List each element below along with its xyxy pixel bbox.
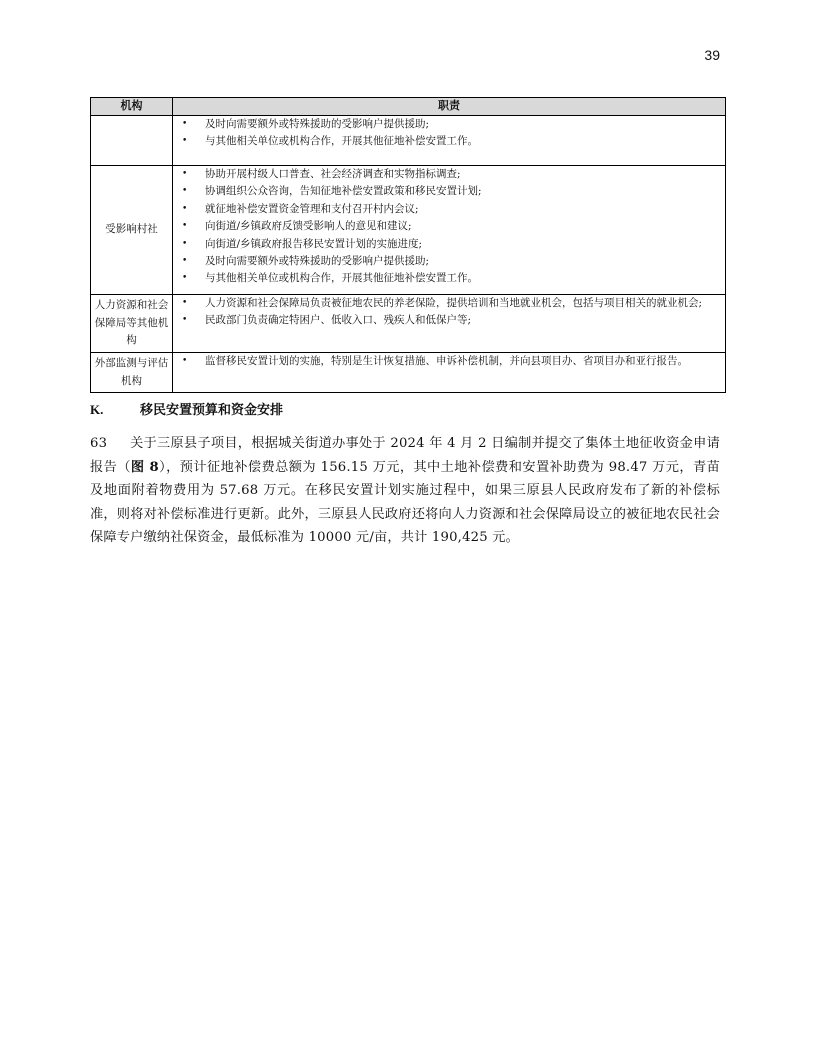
bullet-icon: • (182, 169, 188, 179)
bullet-icon: • (182, 256, 188, 267)
paragraph (90, 432, 720, 550)
table-row (91, 295, 726, 353)
duties-cell (173, 166, 726, 295)
section-heading (90, 399, 283, 418)
header-duties: 职责 (173, 98, 726, 116)
bullet-icon: • (182, 273, 188, 284)
list-item: • 人力资源和社会保障局负责被征地农民的养老保险，提供培训和当地就业机会，包括与项目相关的就业机会; (177, 295, 721, 312)
org-cell: 受影响村社 (91, 166, 173, 295)
paragraph-text-after: ），预计征地补偿费总额为 156.15 万元，其中土地补偿费和安置补助费为 98.47 万元，青苗及地面附着物费用为 57.68 万元。在移民安置计划实施过程中，如果三原县人民政府发布了新的补偿标准，则将对补偿标准进行更新。此外，三原县人民政府还将向人力资源和社会保障局设立的被征地农民社会保障专户缴纳社保资金，最低标准为 10000 元/亩，共计 190,425 元。 (90, 459, 720, 546)
org-cell: 人力资源和社会保障局等其他机构 (91, 295, 173, 353)
bullet-icon: • (182, 356, 188, 366)
section-letter: K. (90, 402, 104, 417)
duties-cell (173, 295, 726, 353)
duties-cell (173, 116, 726, 166)
duties-cell (173, 353, 726, 393)
list-item: • 民政部门负责确定特困户、低收入口、残疾人和低保户等; (177, 312, 721, 329)
bullet-icon: • (182, 315, 188, 326)
bullet-icon: • (182, 238, 188, 249)
paragraph-text-before: 关于三原县子项目，根据城关街道办事处于 2024 年 4 月 2 日编制并提交了集体土地征收资金申请报告（ (90, 436, 720, 475)
bullet-icon: • (182, 298, 188, 308)
paragraph-number: 63 (90, 436, 108, 451)
list-item: • 就征地补偿安置资金管理和支付召开村内会议; (177, 201, 721, 218)
list-item: • 向街道/乡镇政府反馈受影响人的意见和建议; (177, 218, 721, 235)
list-item: • 协助开展村级人口普查、社会经济调查和实物指标调查; (177, 166, 721, 183)
figure-reference: 图 8 (130, 459, 159, 475)
header-org: 机构 (91, 98, 173, 116)
bullet-icon: • (182, 119, 188, 129)
list-item: • 监督移民安置计划的实施，特别是生计恢复措施、申诉补偿机制，并向县项目办、省项目办和亚行报告。 (177, 353, 721, 370)
list-item: • 与其他相关单位或机构合作，开展其他征地补偿安置工作。 (177, 133, 721, 150)
org-cell: 外部监测与评估机构 (91, 353, 173, 393)
list-item: • 及时向需要额外或特殊援助的受影响户提供援助; (177, 116, 721, 133)
section-title: 移民安置预算和资金安排 (140, 402, 284, 417)
responsibility-table (90, 97, 726, 393)
table-row (91, 353, 726, 393)
list-item: • 及时向需要额外或特殊援助的受影响户提供援助; (177, 253, 721, 270)
table-row (91, 166, 726, 295)
bullet-icon: • (182, 221, 188, 232)
page-number: 39 (704, 47, 720, 63)
bullet-icon: • (182, 186, 188, 197)
table-header-row (91, 98, 726, 116)
table-row (91, 116, 726, 166)
list-item: • 向街道/乡镇政府报告移民安置计划的实施进度; (177, 236, 721, 253)
bullet-icon: • (182, 203, 188, 214)
org-cell (91, 116, 173, 166)
list-item: • 与其他相关单位或机构合作，开展其他征地补偿安置工作。 (177, 270, 721, 287)
bullet-icon: • (182, 136, 188, 147)
list-item: • 协调组织公众咨询，告知征地补偿安置政策和移民安置计划; (177, 183, 721, 200)
